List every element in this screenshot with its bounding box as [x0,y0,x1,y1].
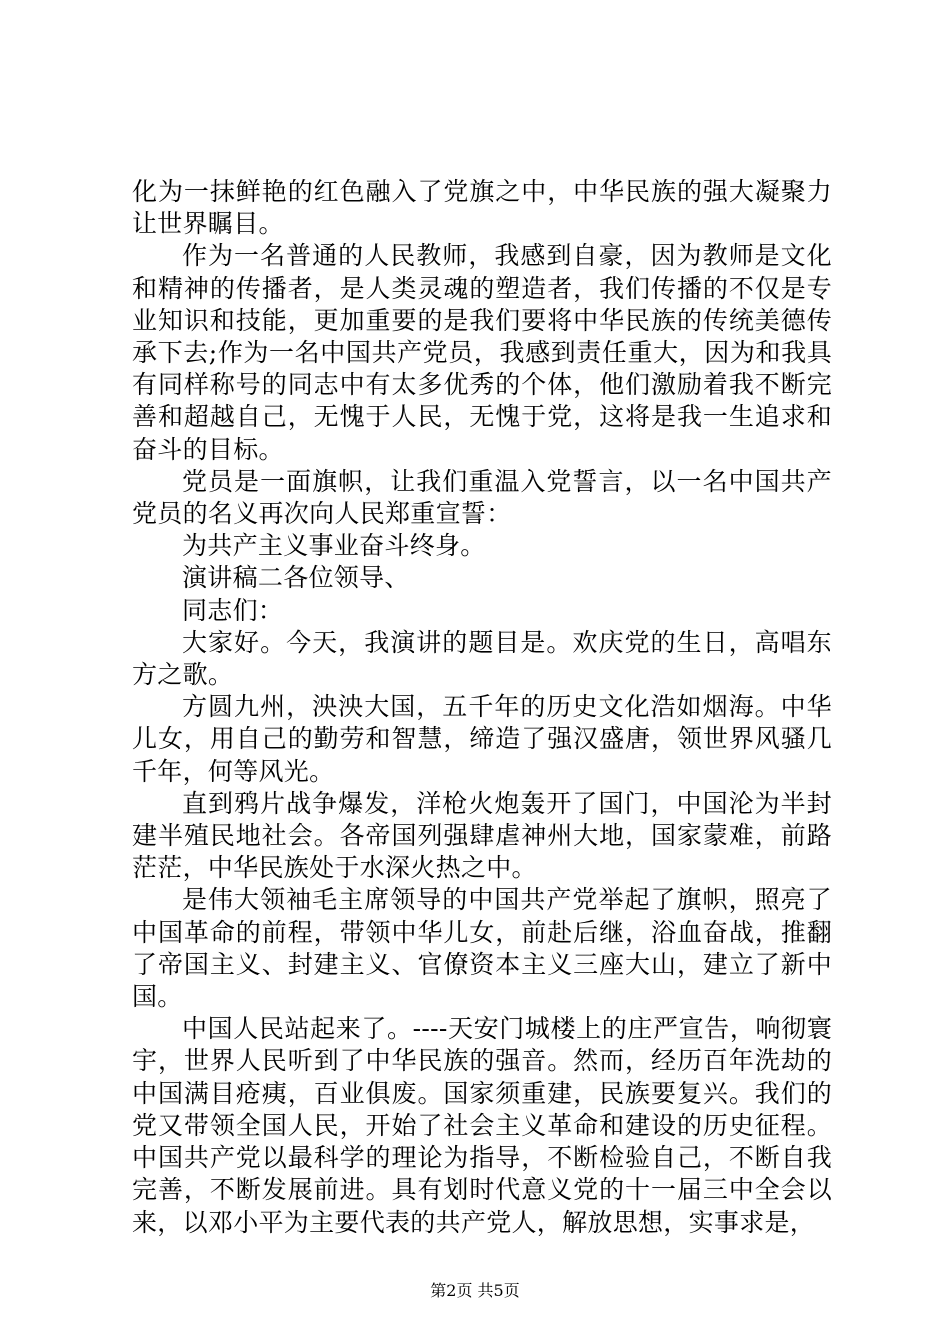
paragraph: 大家好。今天，我演讲的题目是。欢庆党的生日，高唱东方之歌。 [132,627,832,690]
paragraph: 演讲稿二各位领导、 [182,563,410,593]
paragraph: 同志们： [182,595,284,625]
page-footer [0,1281,950,1301]
paragraph: 为共产主义事业奋斗终身。 [182,531,486,561]
paragraph: 是伟大领袖毛主席领导的中国共产党举起了旗帜，照亮了中国革命的前程，带领中华儿女，前赴后继，浴血奋战，推翻了帝国主义、封建主义、官僚资本主义三座大山，建立了新中国。 [132,885,832,1012]
paragraph: 党员是一面旗帜，让我们重温入党誓言，以一名中国共产党员的名义再次向人民郑重宣誓： [132,466,832,529]
paragraph: 化为一抹鲜艳的红色融入了党旗之中，中华民族的强大凝聚力让世界瞩目。 [132,177,832,239]
paragraph: 作为一名普通的人民教师，我感到自豪，因为教师是文化和精神的传播者，是人类灵魂的塑造者，我们传播的不仅是专业知识和技能，更加重要的是我们要将中华民族的传统美德传承下去;作为一名中国共产党员，我感到责任重大，因为和我具有同样称号的同志中有太多优秀的个体，他们激励着我不断完善和超越自己，无愧于人民，无愧于党，这将是我一生追求和奋斗的目标。 [132,241,832,464]
paragraph: 中国人民站起来了。----天安门城楼上的庄严宣告，响彻寰宇，世界人民听到了中华民族的强音。然而，经历百年洗劫的中国满目疮痍，百业俱废。国家须重建，民族要复兴。我们的党又带领全国人民，开始了社会主义革命和建设的历史征程。中国共产党以最科学的理论为指导，不断检验自己，不断自我完善，不断发展前进。具有划时代意义党的十一届三中全会以来，以邓小平为主要代表的共产党人，解放思想，实事求是， [132,1014,832,1237]
page-number: 第2页 共5页 [430,1281,520,1300]
document-body [132,176,832,1239]
paragraph: 方圆九州，泱泱大国，五千年的历史文化浩如烟海。中华儿女，用自己的勤劳和智慧，缔造了强汉盛唐，领世界风骚几千年，何等风光。 [132,692,832,786]
paragraph: 直到鸦片战争爆发，洋枪火炮轰开了国门，中国沦为半封建半殖民地社会。各帝国列强肆虐神州大地，国家蒙难，前路茫茫，中华民族处于水深火热之中。 [132,788,832,883]
